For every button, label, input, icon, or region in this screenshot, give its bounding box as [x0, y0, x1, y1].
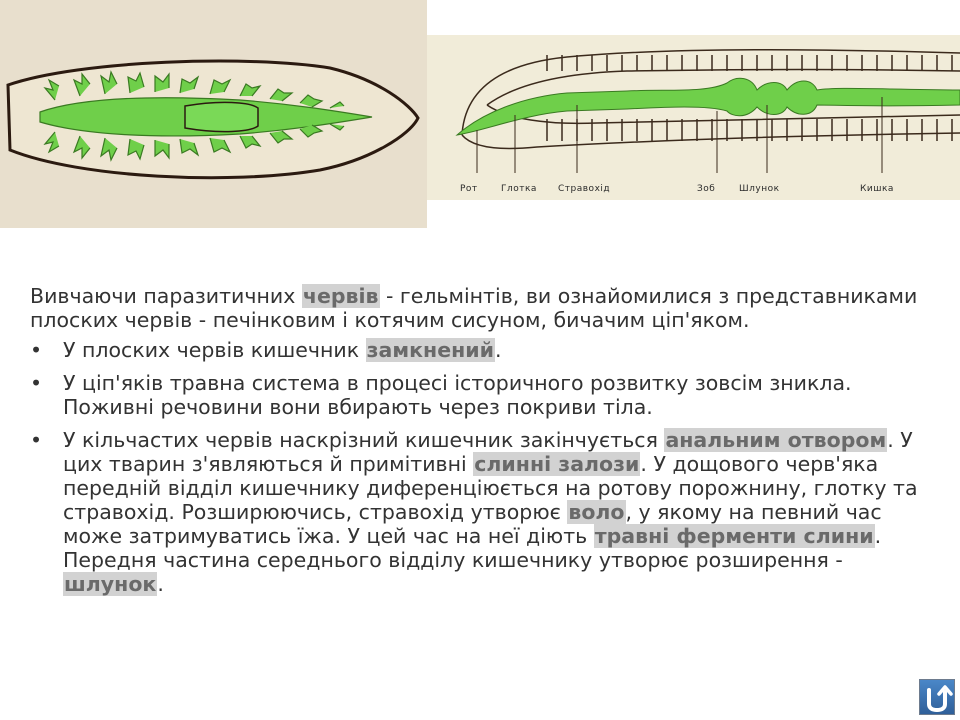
bullet-item-annelids	[30, 428, 940, 596]
b1-text-b: .	[494, 338, 502, 362]
return-arrow-icon	[920, 680, 954, 714]
intro-text-a: Вивчаючи паразитичних	[30, 284, 302, 308]
b1-text-a: У плоских червів кишечник	[63, 338, 366, 362]
b3-text-d: , у якому на певний час може затримуватись їжа. У цей час на неї діють	[63, 500, 882, 548]
intro-text-b: - гельмінтів, ви ознайомилися з представниками плоских червів - печінковим і котячим сисуном, бичачим ціп'яком.	[30, 284, 918, 332]
b3-text-b: . У цих тварин з'являються й примітивні	[63, 428, 913, 476]
label-crop: Зоб	[697, 184, 716, 194]
b3-text-f: .	[157, 572, 164, 596]
planaria-drawing	[0, 0, 427, 228]
return-button[interactable]	[919, 679, 955, 715]
label-intestine: Кишка	[860, 184, 894, 194]
label-stomach: Шлунок	[739, 184, 780, 194]
b3-text-e: . Передня частина середнього відділу кишечнику утворює розширення -	[63, 524, 882, 572]
label-mouth: Рот	[460, 184, 478, 194]
b3-text-c: . У дощового черв'яка передній відділ кишечнику диференціюється на ротову порожнину, глотку та стравохід. Розширюючись, стравохід утворює	[63, 452, 918, 524]
b3-text-a: У кільчастих червів наскрізний кишечник закінчується	[63, 428, 665, 452]
highlight-enzymes: травні ферменти слини	[594, 524, 874, 548]
earthworm-drawing	[427, 35, 960, 200]
bullet-list	[30, 338, 940, 596]
highlight-stomach: шлунок	[64, 572, 157, 596]
bullet-dot: •	[30, 371, 43, 395]
earthworm-illustration	[427, 35, 960, 200]
label-esophagus: Стравохід	[558, 184, 611, 194]
bullet-item-tapeworms	[30, 371, 940, 419]
b2-text: У ціп'яків травна система в процесі історичного розвитку зовсім зникла. Поживні речовини вони вбирають через покриви тіла.	[63, 371, 852, 419]
highlight-worms: червів	[302, 284, 379, 308]
bullet-item-flatworms	[30, 338, 940, 362]
body-text	[30, 284, 940, 605]
label-pharynx: Глотка	[501, 184, 537, 194]
bullet-dot: •	[30, 338, 43, 362]
planaria-illustration	[0, 0, 427, 228]
highlight-anal-opening: анальним отвором	[665, 428, 887, 452]
highlight-salivary-glands: слинні залози	[474, 452, 640, 476]
intro-paragraph	[30, 284, 940, 332]
bullet-dot: •	[30, 428, 43, 452]
highlight-crop: воло	[568, 500, 625, 524]
highlight-closed: замкнений	[366, 338, 494, 362]
